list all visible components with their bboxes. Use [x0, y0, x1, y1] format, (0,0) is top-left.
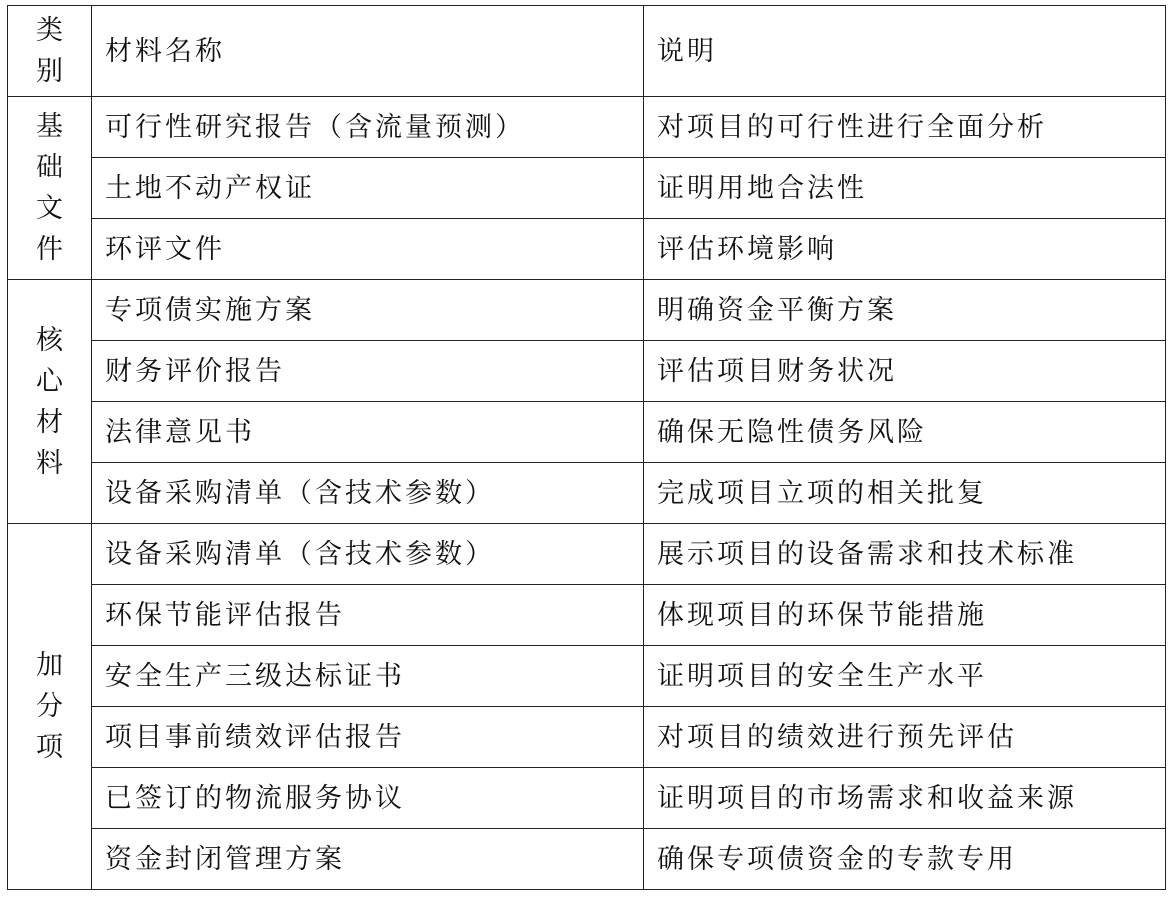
- description-cell: 对项目的绩效进行预先评估: [644, 707, 1166, 768]
- category-label: 核心材料: [36, 324, 63, 479]
- category-cell-bonus: [8, 524, 92, 890]
- description-cell: 对项目的可行性进行全面分析: [644, 97, 1166, 158]
- material-cell: 已签订的物流服务协议: [92, 768, 644, 829]
- table-row: [8, 768, 1166, 829]
- description-cell: 完成项目立项的相关批复: [644, 463, 1166, 524]
- header-description: 说明: [644, 6, 1166, 97]
- materials-table: [7, 5, 1166, 890]
- material-cell: 资金封闭管理方案: [92, 829, 644, 890]
- description-cell: 体现项目的环保节能措施: [644, 585, 1166, 646]
- table-header-row: [8, 6, 1166, 97]
- material-cell: 专项债实施方案: [92, 280, 644, 341]
- table-row: [8, 402, 1166, 463]
- description-cell: 证明用地合法性: [644, 158, 1166, 219]
- material-cell: 安全生产三级达标证书: [92, 646, 644, 707]
- material-cell: 项目事前绩效评估报告: [92, 707, 644, 768]
- description-cell: 评估环境影响: [644, 219, 1166, 280]
- table-row: [8, 158, 1166, 219]
- category-cell-core: [8, 280, 92, 524]
- table-row: [8, 585, 1166, 646]
- table-row: [8, 646, 1166, 707]
- category-cell-basic: [8, 97, 92, 280]
- table-row: [8, 707, 1166, 768]
- material-cell: 财务评价报告: [92, 341, 644, 402]
- description-cell: 评估项目财务状况: [644, 341, 1166, 402]
- table-row: [8, 829, 1166, 890]
- table-row: [8, 524, 1166, 585]
- material-cell: 可行性研究报告（含流量预测）: [92, 97, 644, 158]
- description-cell: 证明项目的安全生产水平: [644, 646, 1166, 707]
- description-cell: 展示项目的设备需求和技术标准: [644, 524, 1166, 585]
- table-row: [8, 463, 1166, 524]
- header-category-cell: [8, 6, 92, 97]
- material-cell: 设备采购清单（含技术参数）: [92, 524, 644, 585]
- material-cell: 环保节能评估报告: [92, 585, 644, 646]
- category-label: 加分项: [36, 650, 63, 763]
- material-cell: 设备采购清单（含技术参数）: [92, 463, 644, 524]
- material-cell: 环评文件: [92, 219, 644, 280]
- material-cell: 法律意见书: [92, 402, 644, 463]
- table-row: [8, 280, 1166, 341]
- table-row: [8, 341, 1166, 402]
- header-material: 材料名称: [92, 6, 644, 97]
- description-cell: 证明项目的市场需求和收益来源: [644, 768, 1166, 829]
- table-row: [8, 219, 1166, 280]
- description-cell: 确保专项债资金的专款专用: [644, 829, 1166, 890]
- description-cell: 明确资金平衡方案: [644, 280, 1166, 341]
- table-row: [8, 97, 1166, 158]
- header-category: 类别: [36, 15, 63, 87]
- description-cell: 确保无隐性债务风险: [644, 402, 1166, 463]
- material-cell: 土地不动产权证: [92, 158, 644, 219]
- category-label: 基础文件: [36, 111, 63, 265]
